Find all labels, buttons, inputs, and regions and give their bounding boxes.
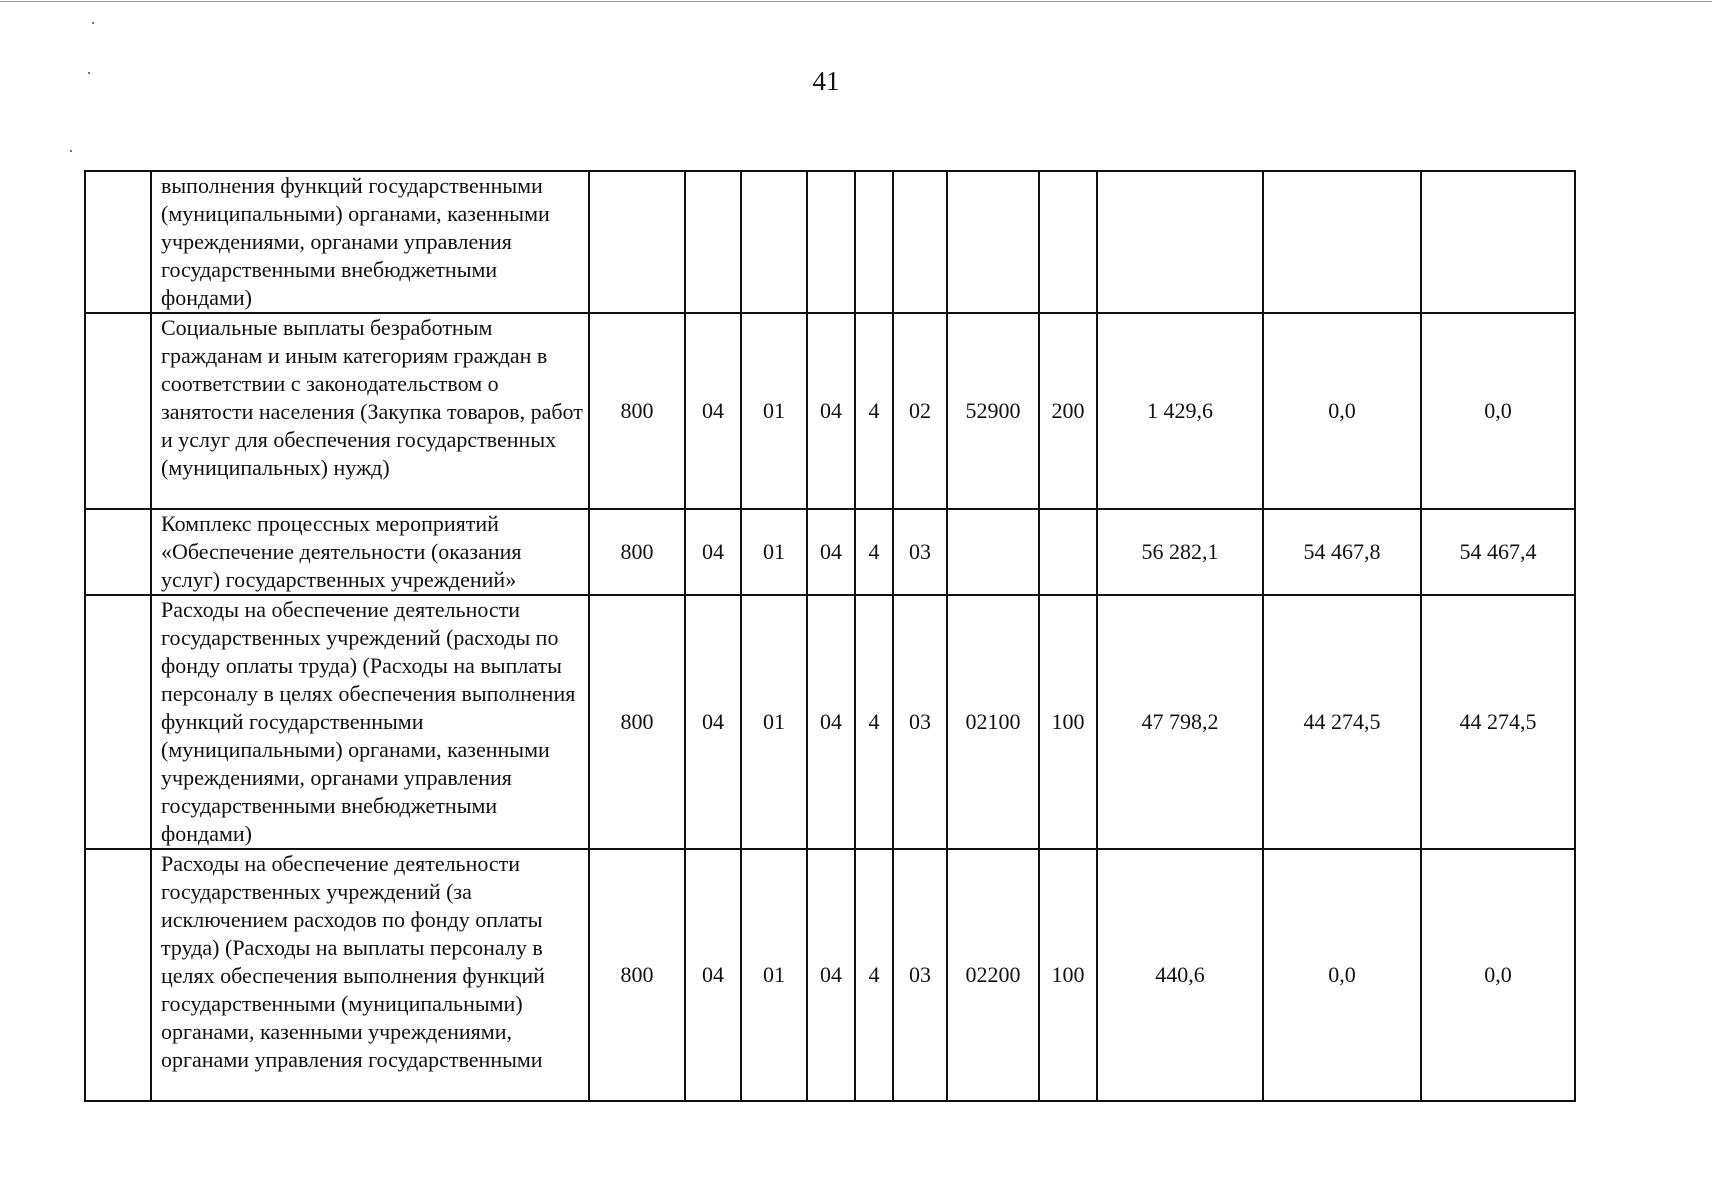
amount-3-cell: 0,0 [1421,313,1575,509]
amount-2-cell: 0,0 [1263,849,1421,1101]
description-cell: выполнения функций государственными (муниципальными) органами, казенными учреждениями, органами управления государственными внебюджетными фондами) [151,171,589,313]
amount-1-cell: 1 429,6 [1097,313,1263,509]
table-row [85,313,1575,509]
description-cell: Комплекс процессных мероприятий «Обеспечение деятельности (оказания услуг) государственных учреждений» [151,509,589,595]
type-cell: 4 [855,595,893,849]
amount-1-cell: 56 282,1 [1097,509,1263,595]
row-number-cell [85,595,151,849]
direction-cell [947,509,1039,595]
amount-3-cell: 54 467,4 [1421,509,1575,595]
expense-type-cell [1039,171,1097,313]
direction-cell: 02100 [947,595,1039,849]
amount-3-cell [1421,171,1575,313]
type-cell: 4 [855,313,893,509]
subprogram-cell: 02 [893,313,947,509]
section-cell [685,171,741,313]
scan-speck [70,150,72,152]
subsection-cell: 01 [741,849,807,1101]
program-cell: 04 [807,849,855,1101]
description-cell: Расходы на обеспечение деятельности государственных учреждений (за исключением расходов по фонду оплаты труда) (Расходы на выплаты персоналу в целях обеспечения выполнения функций государственными (муниципальными) органами, казенными учреждениями, органами управления государственными [151,849,589,1101]
program-cell: 04 [807,509,855,595]
direction-cell: 52900 [947,313,1039,509]
expense-type-cell: 100 [1039,849,1097,1101]
program-cell: 04 [807,595,855,849]
row-number-cell [85,849,151,1101]
ministry-cell: 800 [589,849,685,1101]
subprogram-cell: 03 [893,849,947,1101]
row-number-cell [85,171,151,313]
direction-cell [947,171,1039,313]
subsection-cell [741,171,807,313]
scan-speck [92,22,94,24]
subsection-cell: 01 [741,313,807,509]
section-cell: 04 [685,595,741,849]
section-cell: 04 [685,509,741,595]
ministry-cell [589,171,685,313]
ministry-cell: 800 [589,595,685,849]
subsection-cell: 01 [741,595,807,849]
row-number-cell [85,313,151,509]
subprogram-cell: 03 [893,509,947,595]
ministry-cell: 800 [589,313,685,509]
amount-1-cell: 47 798,2 [1097,595,1263,849]
description-cell: Расходы на обеспечение деятельности государственных учреждений (расходы по фонду оплаты труда) (Расходы на выплаты персоналу в целях обеспечения выполнения функций государственными (муниципальными) органами, казенными учреждениями, органами управления государственными внебюджетными фондами) [151,595,589,849]
amount-3-cell: 44 274,5 [1421,595,1575,849]
expense-type-cell: 200 [1039,313,1097,509]
page-number: 41 [812,66,840,96]
table-row [85,849,1575,1101]
row-number-cell [85,509,151,595]
table-row [85,509,1575,595]
amount-1-cell [1097,171,1263,313]
table-row [85,171,1575,313]
section-cell: 04 [685,849,741,1101]
ministry-cell: 800 [589,509,685,595]
type-cell: 4 [855,849,893,1101]
section-cell: 04 [685,313,741,509]
subsection-cell: 01 [741,509,807,595]
type-cell: 4 [855,509,893,595]
amount-1-cell: 440,6 [1097,849,1263,1101]
program-cell: 04 [807,313,855,509]
description-cell: Социальные выплаты безработным гражданам и иным категориям граждан в соответствии с законодательством о занятости населения (Закупка товаров, работ и услуг для обеспечения государственных (муниципальных) нужд) [151,313,589,509]
direction-cell: 02200 [947,849,1039,1101]
table-row [85,595,1575,849]
expense-type-cell: 100 [1039,595,1097,849]
amount-3-cell: 0,0 [1421,849,1575,1101]
amount-2-cell: 54 467,8 [1263,509,1421,595]
type-cell [855,171,893,313]
amount-2-cell: 44 274,5 [1263,595,1421,849]
page-top-edge [0,1,1712,2]
subprogram-cell: 03 [893,595,947,849]
subprogram-cell [893,171,947,313]
program-cell [807,171,855,313]
amount-2-cell: 0,0 [1263,313,1421,509]
expense-type-cell [1039,509,1097,595]
budget-table [84,170,1576,1102]
amount-2-cell [1263,171,1421,313]
